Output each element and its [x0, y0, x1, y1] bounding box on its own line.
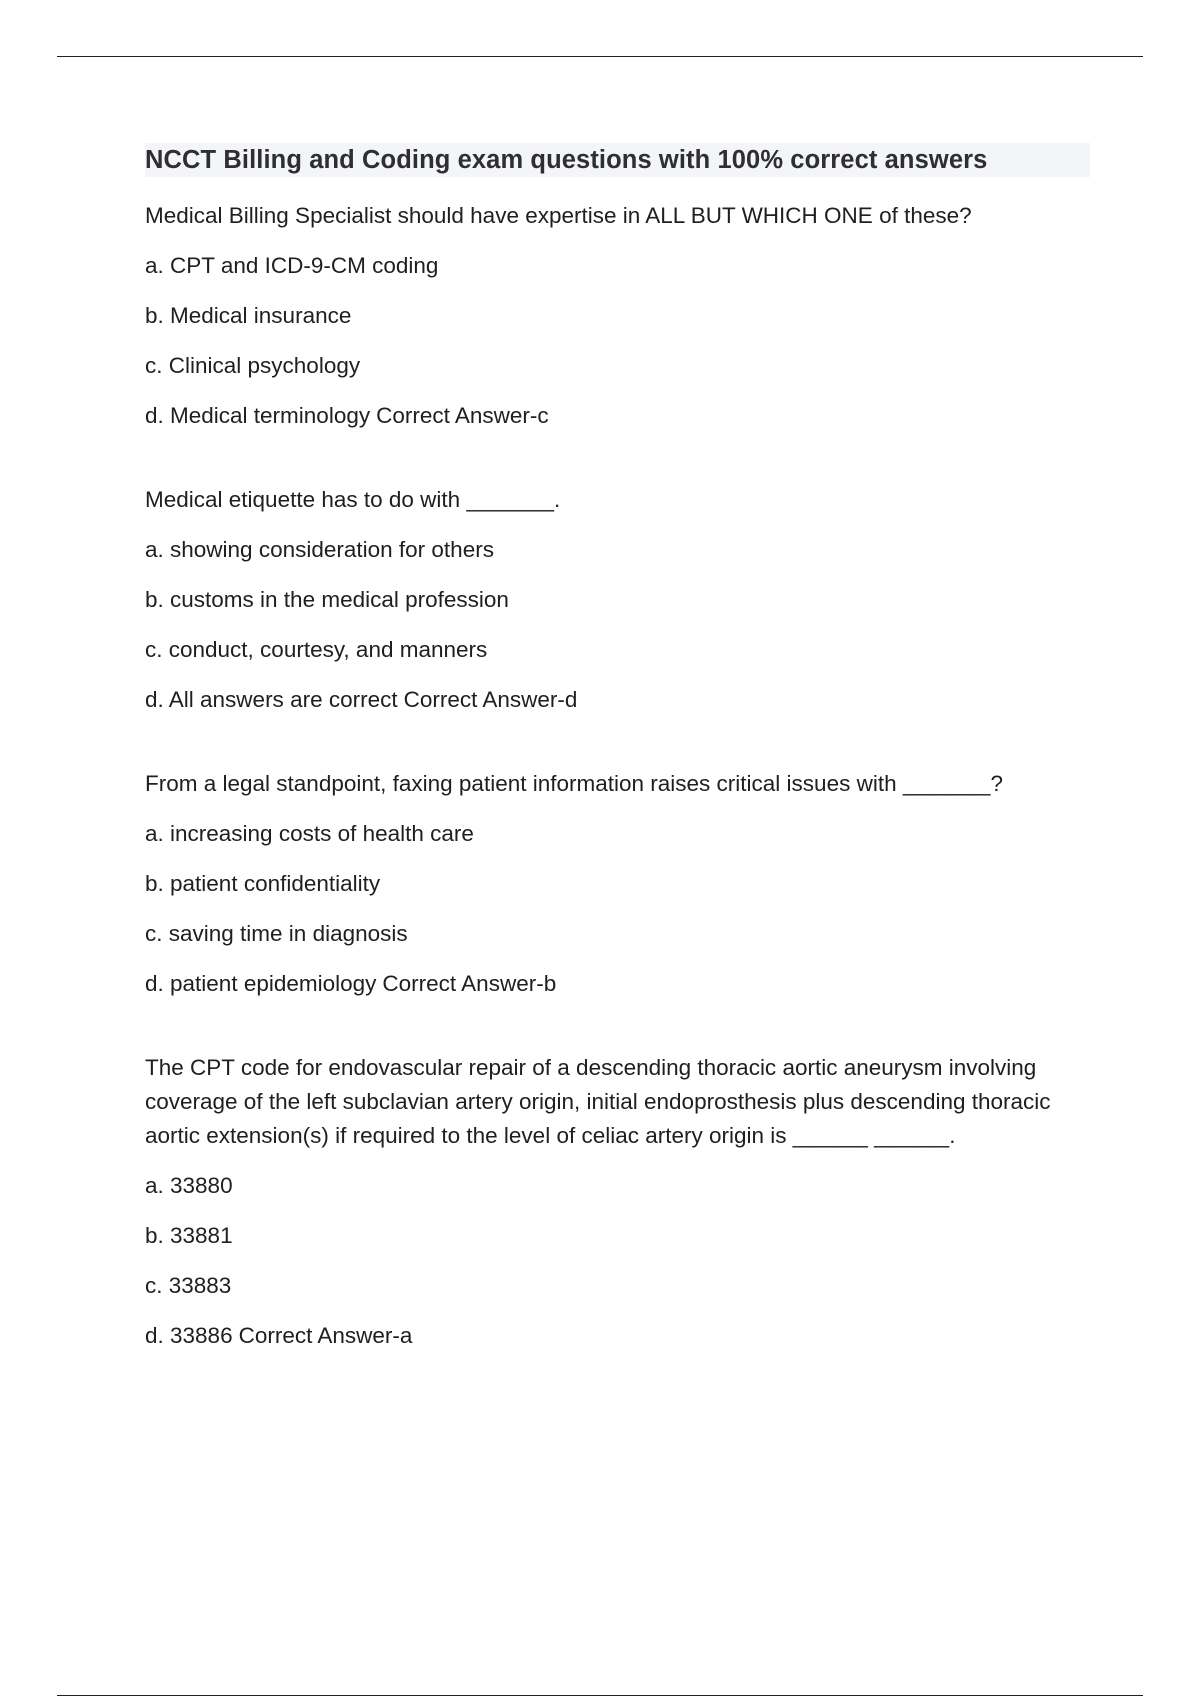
answer-option: b. customs in the medical profession	[145, 587, 509, 612]
correct-answer: Correct Answer-a	[238, 1323, 413, 1348]
title-band	[145, 143, 1090, 177]
answer-option: c. saving time in diagnosis	[145, 921, 408, 946]
question-text: Medical Billing Specialist should have expertise in ALL BUT WHICH ONE of these?	[145, 203, 972, 228]
correct-answer: Correct Answer-c	[376, 403, 549, 428]
option-text: d. 33886	[145, 1323, 233, 1348]
answer-option: c. 33883	[145, 1273, 232, 1298]
question-text: Medical etiquette has to do with _______.	[145, 487, 561, 512]
question-block	[145, 1051, 1090, 1353]
document-title: NCCT Billing and Coding exam questions with 100% correct answers	[145, 145, 988, 174]
footer-rule	[57, 1695, 1143, 1696]
question-text: The CPT code for endovascular repair of a descending thoracic aortic aneurysm involving coverage of the left subclavian artery origin, initial endoprosthesis plus descending thoracic aortic extension(s) if required to the level of celiac artery origin is ______ ______.	[145, 1055, 1051, 1148]
option-text: d. All answers are correct	[145, 687, 398, 712]
answer-option: a. 33880	[145, 1173, 233, 1198]
answer-option-last	[145, 683, 1090, 717]
document-body	[145, 143, 1090, 1403]
question-block	[145, 483, 1090, 717]
correct-answer: Correct Answer-d	[403, 687, 578, 712]
answer-option-last	[145, 1319, 1090, 1353]
answer-option-last	[145, 399, 1090, 433]
correct-answer: Correct Answer-b	[382, 971, 557, 996]
answer-option: a. showing consideration for others	[145, 537, 494, 562]
answer-option-last	[145, 967, 1090, 1001]
answer-option: b. Medical insurance	[145, 303, 352, 328]
answer-option: a. increasing costs of health care	[145, 821, 474, 846]
question-block	[145, 199, 1090, 433]
option-text: d. patient epidemiology	[145, 971, 377, 996]
answer-option: b. patient confidentiality	[145, 871, 381, 896]
option-text: d. Medical terminology	[145, 403, 371, 428]
answer-option: c. Clinical psychology	[145, 353, 361, 378]
header-rule	[57, 56, 1143, 57]
answer-option: b. 33881	[145, 1223, 233, 1248]
question-block	[145, 767, 1090, 1001]
answer-option: c. conduct, courtesy, and manners	[145, 637, 488, 662]
question-text: From a legal standpoint, faxing patient information raises critical issues with _______?	[145, 771, 1003, 796]
answer-option: a. CPT and ICD-9-CM coding	[145, 253, 439, 278]
